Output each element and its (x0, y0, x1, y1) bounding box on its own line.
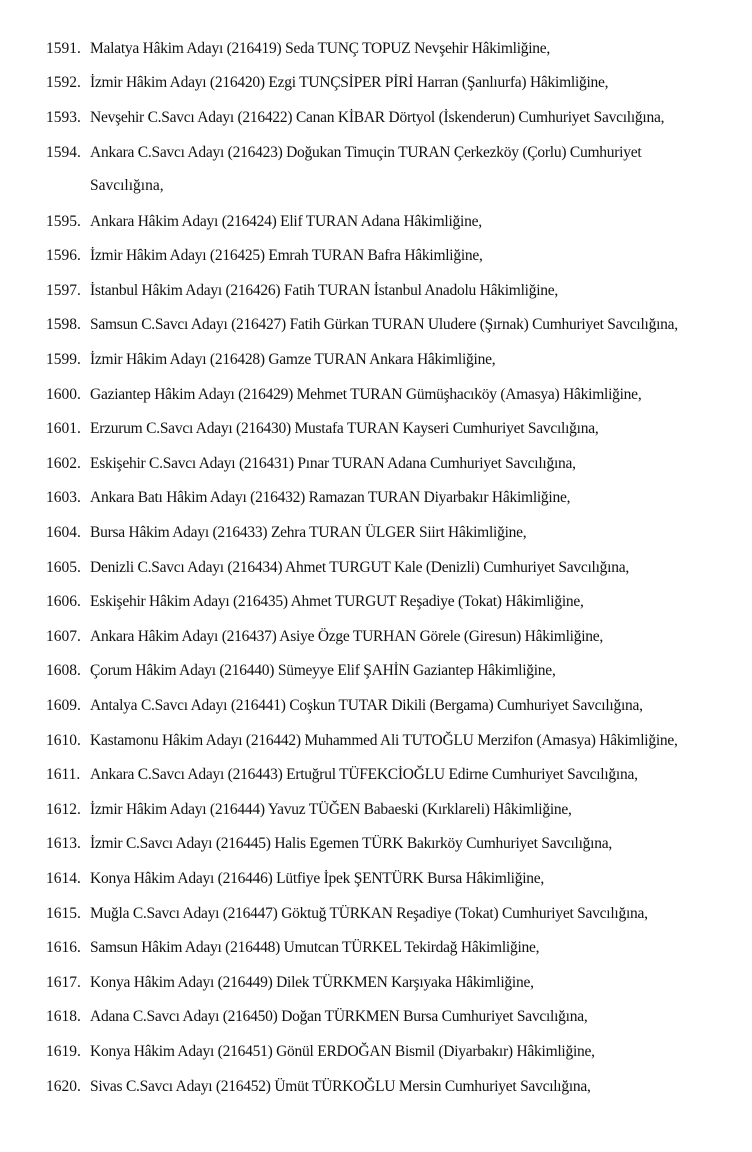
entry-number: 1596. (46, 247, 81, 264)
entry-text: Ankara C.Savcı Adayı (216443) Ertuğrul TÜFEKCİOĞLU Edirne Cumhuriyet Savcılığına, (90, 766, 638, 783)
entry-number: 1601. (46, 420, 81, 437)
entry-text: Sivas C.Savcı Adayı (216452) Ümüt TÜRKOĞLU Mersin Cumhuriyet Savcılığına, (90, 1078, 591, 1095)
entry-number: 1595. (46, 213, 81, 230)
entry-number: 1603. (46, 489, 81, 506)
entry-text: Erzurum C.Savcı Adayı (216430) Mustafa TURAN Kayseri Cumhuriyet Savcılığına, (90, 420, 599, 437)
entry-text: Eskişehir C.Savcı Adayı (216431) Pınar TURAN Adana Cumhuriyet Savcılığına, (90, 455, 576, 472)
entry-text: Konya Hâkim Adayı (216451) Gönül ERDOĞAN Bismil (Diyarbakır) Hâkimliğine, (90, 1043, 595, 1060)
entry-number: 1618. (46, 1008, 81, 1025)
entry-number: 1593. (46, 109, 81, 126)
entry-number: 1611. (46, 766, 81, 783)
entry-number: 1599. (46, 351, 81, 368)
entry-text: İzmir Hâkim Adayı (216425) Emrah TURAN Bafra Hâkimliğine, (90, 247, 483, 264)
entry-text: Muğla C.Savcı Adayı (216447) Göktuğ TÜRKAN Reşadiye (Tokat) Cumhuriyet Savcılığına, (90, 905, 648, 922)
entry-number: 1617. (46, 974, 81, 991)
entry-number: 1598. (46, 316, 81, 333)
entry-number: 1602. (46, 455, 81, 472)
entry-text: İzmir Hâkim Adayı (216420) Ezgi TUNÇSİPER PİRİ Harran (Şanlıurfa) Hâkimliğine, (90, 74, 609, 91)
entry-text: Ankara Batı Hâkim Adayı (216432) Ramazan TURAN Diyarbakır Hâkimliğine, (90, 489, 571, 506)
entry-text: Ankara Hâkim Adayı (216437) Asiye Özge TURHAN Görele (Giresun) Hâkimliğine, (90, 628, 604, 645)
entry-number: 1605. (46, 559, 81, 576)
entry-number: 1600. (46, 386, 81, 403)
entry-number: 1592. (46, 74, 81, 91)
entry-number: 1608. (46, 662, 81, 679)
entry-number: 1604. (46, 524, 81, 541)
entry-number: 1616. (46, 939, 81, 956)
entry-number: 1615. (46, 905, 81, 922)
entry-text: Ankara C.Savcı Adayı (216423) Doğukan Timuçin TURAN Çerkezköy (Çorlu) Cumhuriyet (90, 144, 642, 161)
entry-text: Bursa Hâkim Adayı (216433) Zehra TURAN ÜLGER Siirt Hâkimliğine, (90, 524, 527, 541)
entry-text: İzmir C.Savcı Adayı (216445) Halis Egemen TÜRK Bakırköy Cumhuriyet Savcılığına, (90, 835, 612, 852)
entry-text: İstanbul Hâkim Adayı (216426) Fatih TURAN İstanbul Anadolu Hâkimliğine, (90, 282, 559, 299)
entry-text: Malatya Hâkim Adayı (216419) Seda TUNÇ TOPUZ Nevşehir Hâkimliğine, (90, 40, 551, 57)
entry-number: 1613. (46, 835, 81, 852)
entry-text: Eskişehir Hâkim Adayı (216435) Ahmet TURGUT Reşadiye (Tokat) Hâkimliğine, (90, 593, 584, 610)
entry-text: Konya Hâkim Adayı (216446) Lütfiye İpek ŞENTÜRK Bursa Hâkimliğine, (90, 870, 545, 887)
entry-number: 1606. (46, 593, 81, 610)
entry-text: Gaziantep Hâkim Adayı (216429) Mehmet TURAN Gümüşhacıköy (Amasya) Hâkimliğine, (90, 386, 642, 403)
entry-text: Konya Hâkim Adayı (216449) Dilek TÜRKMEN Karşıyaka Hâkimliğine, (90, 974, 534, 991)
entry-text: Çorum Hâkim Adayı (216440) Sümeyye Elif ŞAHİN Gaziantep Hâkimliğine, (90, 662, 556, 679)
entry-text: Nevşehir C.Savcı Adayı (216422) Canan KİBAR Dörtyol (İskenderun) Cumhuriyet Savcılığına, (90, 109, 665, 126)
entry-number: 1607. (46, 628, 81, 645)
entry-number: 1612. (46, 801, 81, 818)
entry-text: Denizli C.Savcı Adayı (216434) Ahmet TURGUT Kale (Denizli) Cumhuriyet Savcılığına, (90, 559, 629, 576)
entry-number: 1620. (46, 1078, 81, 1095)
entry-number: 1594. (46, 144, 81, 161)
entry-number: 1610. (46, 732, 81, 749)
entry-text: İzmir Hâkim Adayı (216428) Gamze TURAN Ankara Hâkimliğine, (90, 351, 496, 368)
entry-text: Adana C.Savcı Adayı (216450) Doğan TÜRKMEN Bursa Cumhuriyet Savcılığına, (90, 1008, 588, 1025)
entry-number: 1609. (46, 697, 81, 714)
entry-text: Ankara Hâkim Adayı (216424) Elif TURAN Adana Hâkimliğine, (90, 213, 482, 230)
entry-text: Samsun C.Savcı Adayı (216427) Fatih Gürkan TURAN Uludere (Şırnak) Cumhuriyet Savcılığına, (90, 316, 678, 333)
entry-text: Samsun Hâkim Adayı (216448) Umutcan TÜRKEL Tekirdağ Hâkimliğine, (90, 939, 540, 956)
entry-number: 1597. (46, 282, 81, 299)
entry-text: Antalya C.Savcı Adayı (216441) Coşkun TUTAR Dikili (Bergama) Cumhuriyet Savcılığına, (90, 697, 643, 714)
entry-text: İzmir Hâkim Adayı (216444) Yavuz TÜĞEN Babaeski (Kırklareli) Hâkimliğine, (90, 801, 572, 818)
entry-number: 1591. (46, 40, 81, 57)
entry-number: 1619. (46, 1043, 81, 1060)
entry-text: Kastamonu Hâkim Adayı (216442) Muhammed Ali TUTOĞLU Merzifon (Amasya) Hâkimliğine, (90, 732, 678, 749)
entry-number: 1614. (46, 870, 81, 887)
entry-text-continuation: Savcılığına, (90, 177, 164, 194)
